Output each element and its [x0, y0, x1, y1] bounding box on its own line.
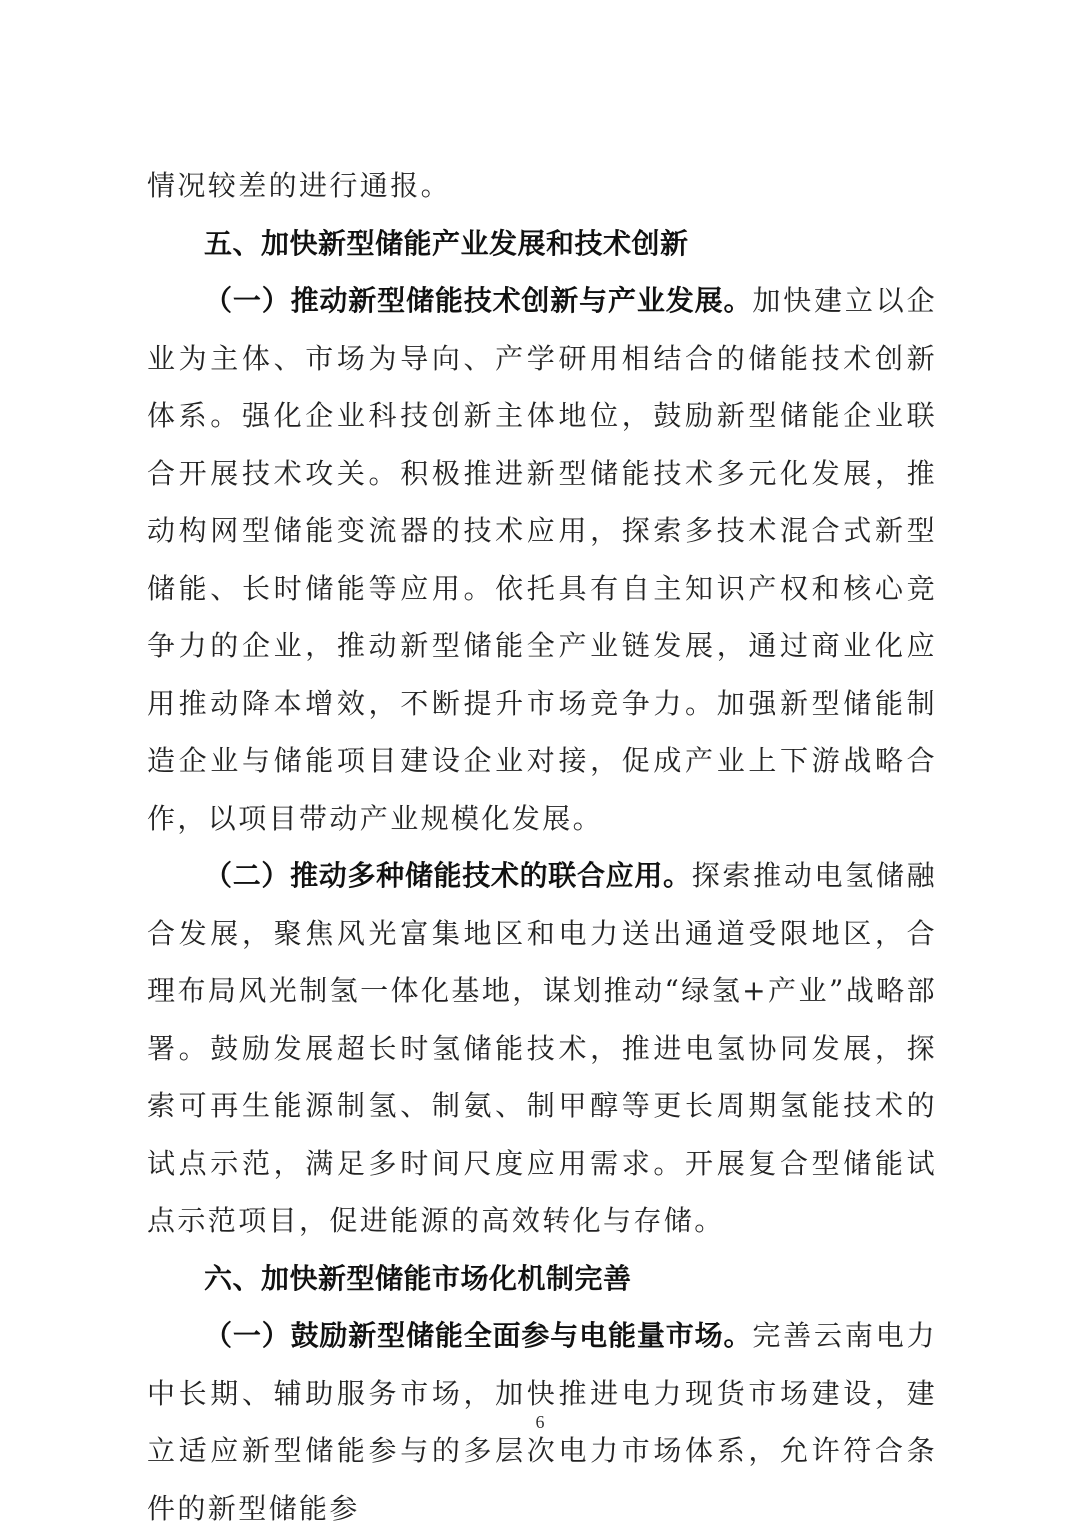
paragraph-text: 情况较差的进行通报。 [147, 169, 452, 202]
paragraph-5-2 [147, 847, 937, 1250]
paragraph-lead-title: （一）鼓励新型储能全面参与电能量市场。 [204, 1319, 753, 1352]
paragraph-5-1 [147, 272, 937, 847]
paragraph-continuation [147, 157, 937, 215]
paragraph-text: 探索推动电氢储融合发展，聚焦风光富集地区和电力送出通道受限地区，合理布局风光制氢一体化基地，谋划推动“绿氢+产业”战略部署。鼓励发展超长时氢储能技术，推进电氢协同发展，探索可再生能源制氢、制氨、制甲醇等更长周期氢能技术的试点示范，满足多时间尺度应用需求。开展复合型储能试点示范项目，促进能源的高效转化与存储。 [147, 859, 937, 1237]
paragraph-lead-title: （一）推动新型储能技术创新与产业发展。 [204, 284, 753, 317]
paragraph-text: 完善云南电力中长期、辅助服务市场，加快推进电力现货市场建设，建立适应新型储能参与的多层次电力市场体系，允许符合条件的新型储能参 [147, 1319, 938, 1525]
section-heading-5 [147, 215, 937, 273]
heading-text: 五、加快新型储能产业发展和技术创新 [204, 226, 689, 260]
document-body [147, 157, 937, 1537]
paragraph-lead-title: （二）推动多种储能技术的联合应用。 [204, 859, 692, 892]
paragraph-text: 加快建立以企业为主体、市场为导向、产学研用相结合的储能技术创新体系。强化企业科技创新主体地位，鼓励新型储能企业联合开展技术攻关。积极推进新型储能技术多元化发展，推动构网型储能变流器的技术应用，探索多技术混合式新型储能、长时储能等应用。依托具有自主知识产权和核心竞争力的企业，推动新型储能全产业链发展，通过商业化应用推动降本增效，不断提升市场竞争力。加强新型储能制造企业与储能项目建设企业对接，促成产业上下游战略合作，以项目带动产业规模化发展。 [147, 284, 938, 835]
section-heading-6 [147, 1250, 937, 1308]
heading-text: 六、加快新型储能市场化机制完善 [204, 1261, 632, 1295]
page-number: 6 [535, 1412, 545, 1432]
